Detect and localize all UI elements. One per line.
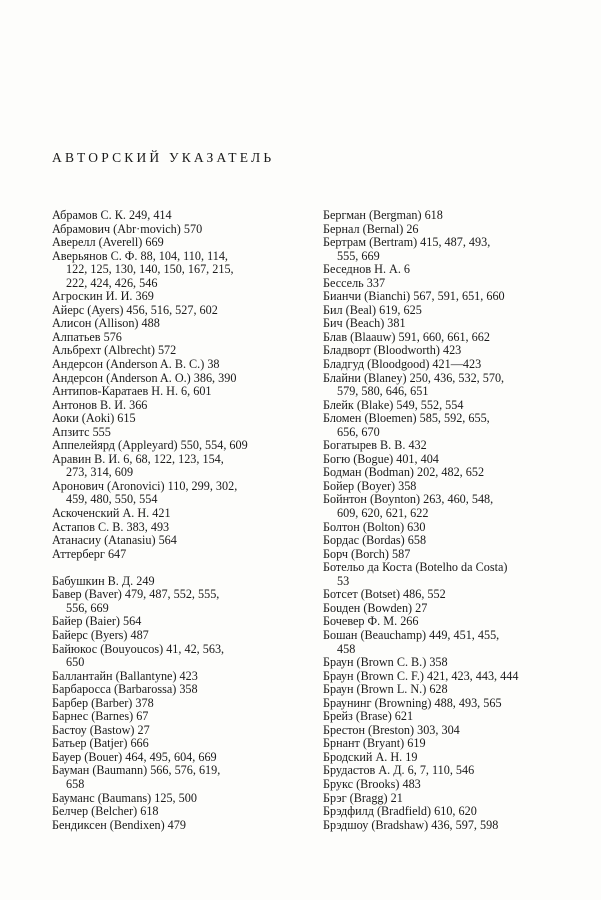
index-entry-continuation: 555, 669 — [337, 248, 380, 263]
index-entry — [52, 453, 306, 480]
index-entry-continuation: 556, 669 — [66, 600, 109, 615]
index-entry — [323, 792, 571, 806]
index-entry — [323, 670, 571, 684]
index-entry-continuation: 53 — [337, 573, 350, 588]
index-entry — [323, 629, 571, 656]
index-entry — [52, 250, 306, 291]
index-entry — [323, 805, 571, 819]
index-entry — [52, 209, 306, 223]
index-entry — [52, 819, 306, 833]
index-entry — [52, 697, 306, 711]
index-entry-line: Брэг (Bragg) 21 — [323, 790, 403, 805]
index-entry — [52, 290, 306, 304]
index-entry — [52, 805, 306, 819]
index-entry — [323, 737, 571, 751]
index-entry — [323, 615, 571, 629]
index-entry — [323, 236, 571, 263]
index-entry-continuation: 658 — [66, 776, 85, 791]
index-entry — [52, 399, 306, 413]
index-entry — [52, 426, 306, 440]
index-entry — [52, 643, 306, 670]
section-gap — [52, 561, 306, 575]
index-entry — [323, 561, 571, 588]
index-entry-line: Аппелейярд (Appleyard) 550, 554, 609 — [52, 438, 248, 453]
index-entry — [52, 236, 306, 250]
index-entry — [323, 277, 571, 291]
index-entry — [323, 480, 571, 494]
index-entry-line: Браун (Brown L. N.) 628 — [323, 682, 448, 697]
index-entry-line: Антипов-Каратаев Н. Н. 6, 601 — [52, 384, 212, 399]
index-entry-line: Барбер (Barber) 378 — [52, 695, 154, 710]
index-entry-line: Андерсон (Anderson A. O.) 386, 390 — [52, 370, 237, 385]
index-entry-line: Брукс (Brooks) 483 — [323, 776, 421, 791]
index-entry-line: Аттерберг 647 — [52, 546, 127, 561]
index-entry-line: Байерс (Byers) 487 — [52, 627, 149, 642]
index-entry — [52, 683, 306, 697]
index-entry-line: Ботсет (Botset) 486, 552 — [323, 587, 446, 602]
index-entry-continuation: 656, 670 — [337, 424, 380, 439]
index-entry-line: Браун (Brown C. F.) 421, 423, 443, 444 — [323, 668, 519, 683]
index-entry-line: Брестон (Breston) 303, 304 — [323, 722, 460, 737]
index-entry — [323, 724, 571, 738]
index-entry-line: Андерсон (Anderson A. B. C.) 38 — [52, 357, 220, 372]
index-entry — [323, 493, 571, 520]
index-entry — [323, 358, 571, 372]
index-entry-line: Байер (Baier) 564 — [52, 614, 142, 629]
index-entry — [52, 724, 306, 738]
index-entry — [52, 548, 306, 562]
index-entry-line: Брудастов А. Д. 6, 7, 110, 546 — [323, 763, 475, 778]
index-entry-line: Бодман (Bodman) 202, 482, 652 — [323, 465, 485, 480]
index-entry-continuation: 650 — [66, 655, 85, 670]
index-entry — [52, 507, 306, 521]
index-entry — [52, 710, 306, 724]
index-entry-line: Алисон (Allison) 488 — [52, 316, 160, 331]
index-entry-line: Атанасиу (Atanasiu) 564 — [52, 533, 177, 548]
index-entry-continuation: 458 — [337, 641, 356, 656]
index-entry-line: Бошан (Beauchamp) 449, 451, 455, — [323, 627, 500, 642]
index-entry-line: Аронович (Aronovici) 110, 299, 302, — [52, 478, 238, 493]
index-entry — [323, 263, 571, 277]
index-entry-line: Аравин В. И. 6, 68, 122, 123, 154, — [52, 451, 224, 466]
index-entry-line: Брнант (Bryant) 619 — [323, 736, 426, 751]
index-entry-line: Батьер (Batjer) 666 — [52, 736, 149, 751]
index-entry — [52, 615, 306, 629]
index-entry-line: Блайни (Blaney) 250, 436, 532, 570, — [323, 370, 505, 385]
index-entry-line: Бергман (Bergman) 618 — [323, 208, 443, 222]
index-entry-line: Бладворт (Bloodworth) 423 — [323, 343, 462, 358]
index-entry-continuation: 609, 620, 621, 622 — [337, 506, 429, 521]
index-entry — [323, 656, 571, 670]
index-entry-line: Бабушкин В. Д. 249 — [52, 573, 155, 588]
index-entry-line: Ботельо да Коста (Botelho da Costa) — [323, 560, 508, 575]
index-entry — [323, 223, 571, 237]
index-entry-line: Алпатьев 576 — [52, 329, 122, 344]
index-entry — [323, 751, 571, 765]
index-entry-line: Бич (Beach) 381 — [323, 316, 406, 331]
index-entry — [52, 439, 306, 453]
index-entry-line: Абрамов С. К. 249, 414 — [52, 208, 172, 222]
index-column-left — [52, 209, 306, 832]
index-entry-line: Айерс (Ayers) 456, 516, 527, 602 — [52, 302, 218, 317]
index-entry-continuation: 122, 125, 130, 140, 150, 167, 215, — [66, 262, 234, 277]
index-entry-line: Бауер (Bouer) 464, 495, 604, 669 — [52, 749, 217, 764]
index-entry — [323, 304, 571, 318]
index-entry — [323, 453, 571, 467]
index-entry — [323, 290, 571, 304]
index-entry-line: Барбаросса (Barbarossa) 358 — [52, 682, 198, 697]
index-entry-line: Богатырев В. В. 432 — [323, 438, 427, 453]
index-entry — [52, 223, 306, 237]
index-entry — [323, 317, 571, 331]
index-entry — [323, 683, 571, 697]
index-entry-line: Альбрехт (Albrecht) 572 — [52, 343, 177, 358]
index-entry-line: Бладгуд (Bloodgood) 421—423 — [323, 357, 482, 372]
index-entry-line: Аверьянов С. Ф. 88, 104, 110, 114, — [52, 248, 228, 263]
index-entry — [52, 412, 306, 426]
index-entry — [52, 534, 306, 548]
index-entry-line: Барнес (Barnes) 67 — [52, 709, 149, 724]
index-entry — [323, 399, 571, 413]
index-entry-line: Борч (Borch) 587 — [323, 546, 411, 561]
index-entry-line: Бочевер Ф. М. 266 — [323, 614, 419, 629]
index-entry — [323, 534, 571, 548]
index-entry — [52, 385, 306, 399]
index-entry-line: Брэдфилд (Bradfield) 610, 620 — [323, 804, 477, 819]
index-entry-line: Бертрам (Bertram) 415, 487, 493, — [323, 235, 491, 250]
index-entry — [323, 466, 571, 480]
index-entry — [52, 629, 306, 643]
index-entry — [52, 588, 306, 615]
index-entry — [52, 304, 306, 318]
index-entry — [52, 575, 306, 589]
index-entry-line: Блейк (Blake) 549, 552, 554 — [323, 397, 464, 412]
index-entry-line: Агроскин И. И. 369 — [52, 289, 154, 304]
index-entry — [52, 317, 306, 331]
index-entry — [323, 602, 571, 616]
index-entry-line: Бойер (Boyer) 358 — [323, 478, 417, 493]
index-entry — [52, 792, 306, 806]
index-entry-continuation: 579, 580, 646, 651 — [337, 384, 429, 399]
index-entry — [323, 778, 571, 792]
index-entry — [52, 737, 306, 751]
index-entry — [323, 819, 571, 833]
index-entry-line: Аскоченский А. Н. 421 — [52, 506, 171, 521]
index-entry-line: Аоки (Aoki) 615 — [52, 411, 136, 426]
index-entry-line: Блав (Blaauw) 591, 660, 661, 662 — [323, 329, 490, 344]
index-entry-line: Брейз (Brase) 621 — [323, 709, 414, 724]
index-entry — [52, 670, 306, 684]
index-entry-line: Бернал (Bernal) 26 — [323, 221, 419, 236]
index-entry-line: Бломен (Bloemen) 585, 592, 655, — [323, 411, 490, 426]
index-entry — [52, 372, 306, 386]
index-entry — [323, 439, 571, 453]
index-entry — [52, 764, 306, 791]
index-entry — [323, 548, 571, 562]
index-entry-line: Бауман (Baumann) 566, 576, 619, — [52, 763, 221, 778]
index-entry-line: Браунинг (Browning) 488, 493, 565 — [323, 695, 502, 710]
index-entry-continuation: 222, 424, 426, 546 — [66, 275, 158, 290]
index-entry-line: Баллантайн (Ballantyne) 423 — [52, 668, 198, 683]
index-entry-line: Бил (Beal) 619, 625 — [323, 302, 422, 317]
index-entry-line: Бавер (Baver) 479, 487, 552, 555, — [52, 587, 220, 602]
index-entry — [323, 588, 571, 602]
index-entry — [323, 412, 571, 439]
index-column-right — [323, 209, 571, 832]
index-entry-line: Бессель 337 — [323, 275, 386, 290]
index-entry-line: Бастоу (Bastow) 27 — [52, 722, 150, 737]
page-title: АВТОРСКИЙ УКАЗАТЕЛЬ — [52, 150, 275, 165]
index-entry-line: Бродский А. Н. 19 — [323, 749, 418, 764]
index-entry-line: Бауманс (Baumans) 125, 500 — [52, 790, 197, 805]
index-entry — [323, 372, 571, 399]
index-entry-continuation: 459, 480, 550, 554 — [66, 492, 158, 507]
index-entry-continuation: 273, 314, 609 — [66, 465, 134, 480]
index-entry-line: Антонов В. И. 366 — [52, 397, 148, 412]
index-entry — [52, 344, 306, 358]
index-entry — [52, 521, 306, 535]
index-entry-line: Апзитс 555 — [52, 424, 111, 439]
index-entry-line: Беседнов Н. А. 6 — [323, 262, 411, 277]
index-entry — [52, 480, 306, 507]
index-entry-line: Астапов С. В. 383, 493 — [52, 519, 170, 534]
index-entry-line: Бордас (Bordas) 658 — [323, 533, 427, 548]
index-entry — [52, 751, 306, 765]
index-entry — [323, 521, 571, 535]
index-entry — [323, 209, 571, 223]
index-entry — [323, 331, 571, 345]
index-entry — [323, 710, 571, 724]
index-entry-line: Бендиксен (Bendixen) 479 — [52, 817, 186, 832]
index-entry-line: Бианчи (Bianchi) 567, 591, 651, 660 — [323, 289, 505, 304]
index-entry — [52, 331, 306, 345]
index-entry — [323, 764, 571, 778]
index-entry-line: Бouден (Bowden) 27 — [323, 600, 428, 615]
index-entry-line: Абрамович (Abr·movich) 570 — [52, 221, 203, 236]
index-entry-line: Брэдшоу (Bradshaw) 436, 597, 598 — [323, 817, 499, 832]
index-entry — [52, 358, 306, 372]
index-entry-line: Байюкос (Bouyoucos) 41, 42, 563, — [52, 641, 225, 656]
index-entry — [323, 697, 571, 711]
index-entry-line: Браун (Brown C. B.) 358 — [323, 655, 448, 670]
index-entry-line: Болтон (Bolton) 630 — [323, 519, 426, 534]
index-entry-line: Белчер (Belcher) 618 — [52, 804, 159, 819]
index-entry — [323, 344, 571, 358]
index-entry-line: Богю (Bogue) 401, 404 — [323, 451, 439, 466]
index-entry-line: Аверелл (Averell) 669 — [52, 235, 164, 250]
index-entry-line: Бойнтон (Boynton) 263, 460, 548, — [323, 492, 494, 507]
